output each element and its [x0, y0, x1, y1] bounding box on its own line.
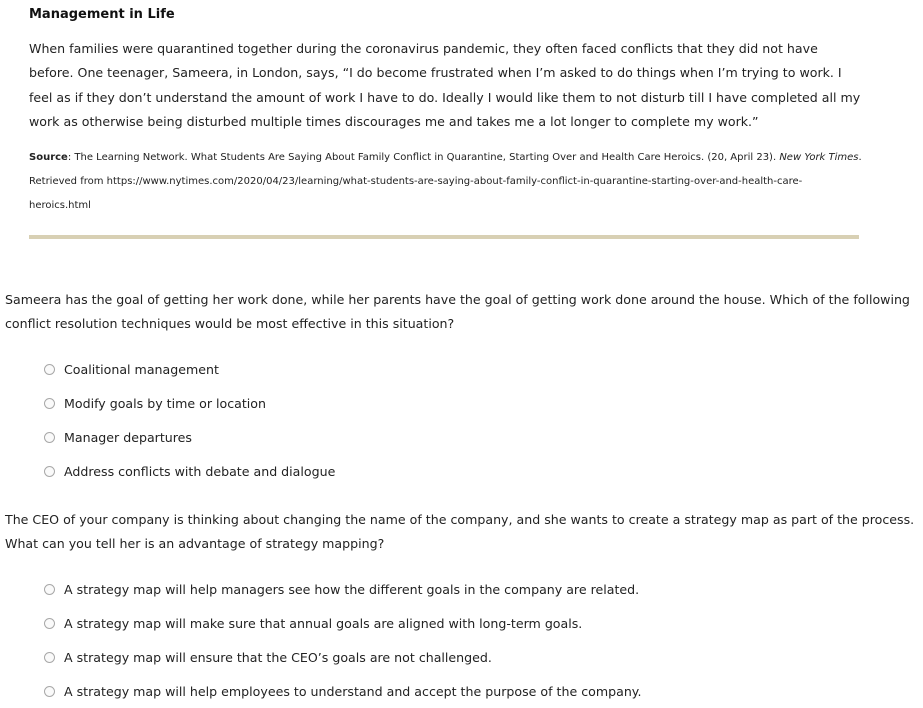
radio-button[interactable]	[44, 432, 55, 443]
answer-option[interactable]	[44, 386, 920, 420]
question-text: The CEO of your company is thinking about changing the name of the company, and she wants to create a strategy map as part of the process. What can you tell her is an advantage of strategy mapping?	[5, 512, 915, 551]
answer-options	[5, 572, 920, 708]
option-label[interactable]: A strategy map will ensure that the CEO’s goals are not challenged.	[64, 649, 492, 665]
answer-option[interactable]	[44, 674, 920, 708]
answer-option[interactable]	[44, 454, 920, 488]
passage-block	[29, 0, 864, 239]
question-2	[5, 508, 920, 708]
passage-title: Management in Life	[29, 7, 175, 22]
answer-option[interactable]	[44, 640, 920, 674]
source-publication: New York Times	[779, 152, 859, 164]
option-label[interactable]: A strategy map will help managers see how the different goals in the company are related.	[64, 581, 640, 597]
passage-body: When families were quarantined together during the coronavirus pandemic, they often faced conflicts that they did not have before. One teenager, Sameera, in London, says, “I do become frustrated when I’m asked to do things when I’m trying to work. I feel as if they don’t understand the amount of work I have to do. Ideally I would like them to not disturb till I have completed all my work as otherwise being disturbed multiple times discourages me and takes me a lot longer to complete my work.”	[29, 41, 861, 129]
answer-option[interactable]	[44, 352, 920, 386]
answer-option[interactable]	[44, 420, 920, 454]
answer-option[interactable]	[44, 572, 920, 606]
source-label: Source	[29, 152, 68, 164]
option-label[interactable]: Modify goals by time or location	[64, 395, 266, 411]
answer-option[interactable]	[44, 606, 920, 640]
answer-options	[5, 352, 920, 488]
question-1	[5, 288, 920, 488]
option-label[interactable]: Address conflicts with debate and dialogue	[64, 463, 336, 479]
question-text: Sameera has the goal of getting her work done, while her parents have the goal of getting work done around the house. Which of the following conflict resolution techniques would be most effective in this situation?	[5, 292, 910, 331]
radio-button[interactable]	[44, 618, 55, 629]
radio-button[interactable]	[44, 686, 55, 697]
radio-button[interactable]	[44, 584, 55, 595]
section-divider	[29, 235, 859, 239]
option-label[interactable]: Coalitional management	[64, 361, 219, 377]
option-label[interactable]: A strategy map will make sure that annual goals are aligned with long-term goals.	[64, 615, 583, 631]
radio-button[interactable]	[44, 364, 55, 375]
option-label[interactable]: A strategy map will help employees to understand and accept the purpose of the company.	[64, 683, 642, 699]
radio-button[interactable]	[44, 466, 55, 477]
passage-source	[29, 146, 864, 218]
radio-button[interactable]	[44, 398, 55, 409]
source-retrieved: . Retrieved from https://www.nytimes.com/2020/04/23/learning/what-students-are-saying-about-family-conflict-in-quarantine-starting-over-and-health-care-heroics.html	[29, 152, 862, 212]
option-label[interactable]: Manager departures	[64, 429, 192, 445]
source-citation: : The Learning Network. What Students Are Saying About Family Conflict in Quarantine, Starting Over and Health Care Heroics. (20, April 23).	[67, 152, 780, 164]
radio-button[interactable]	[44, 652, 55, 663]
